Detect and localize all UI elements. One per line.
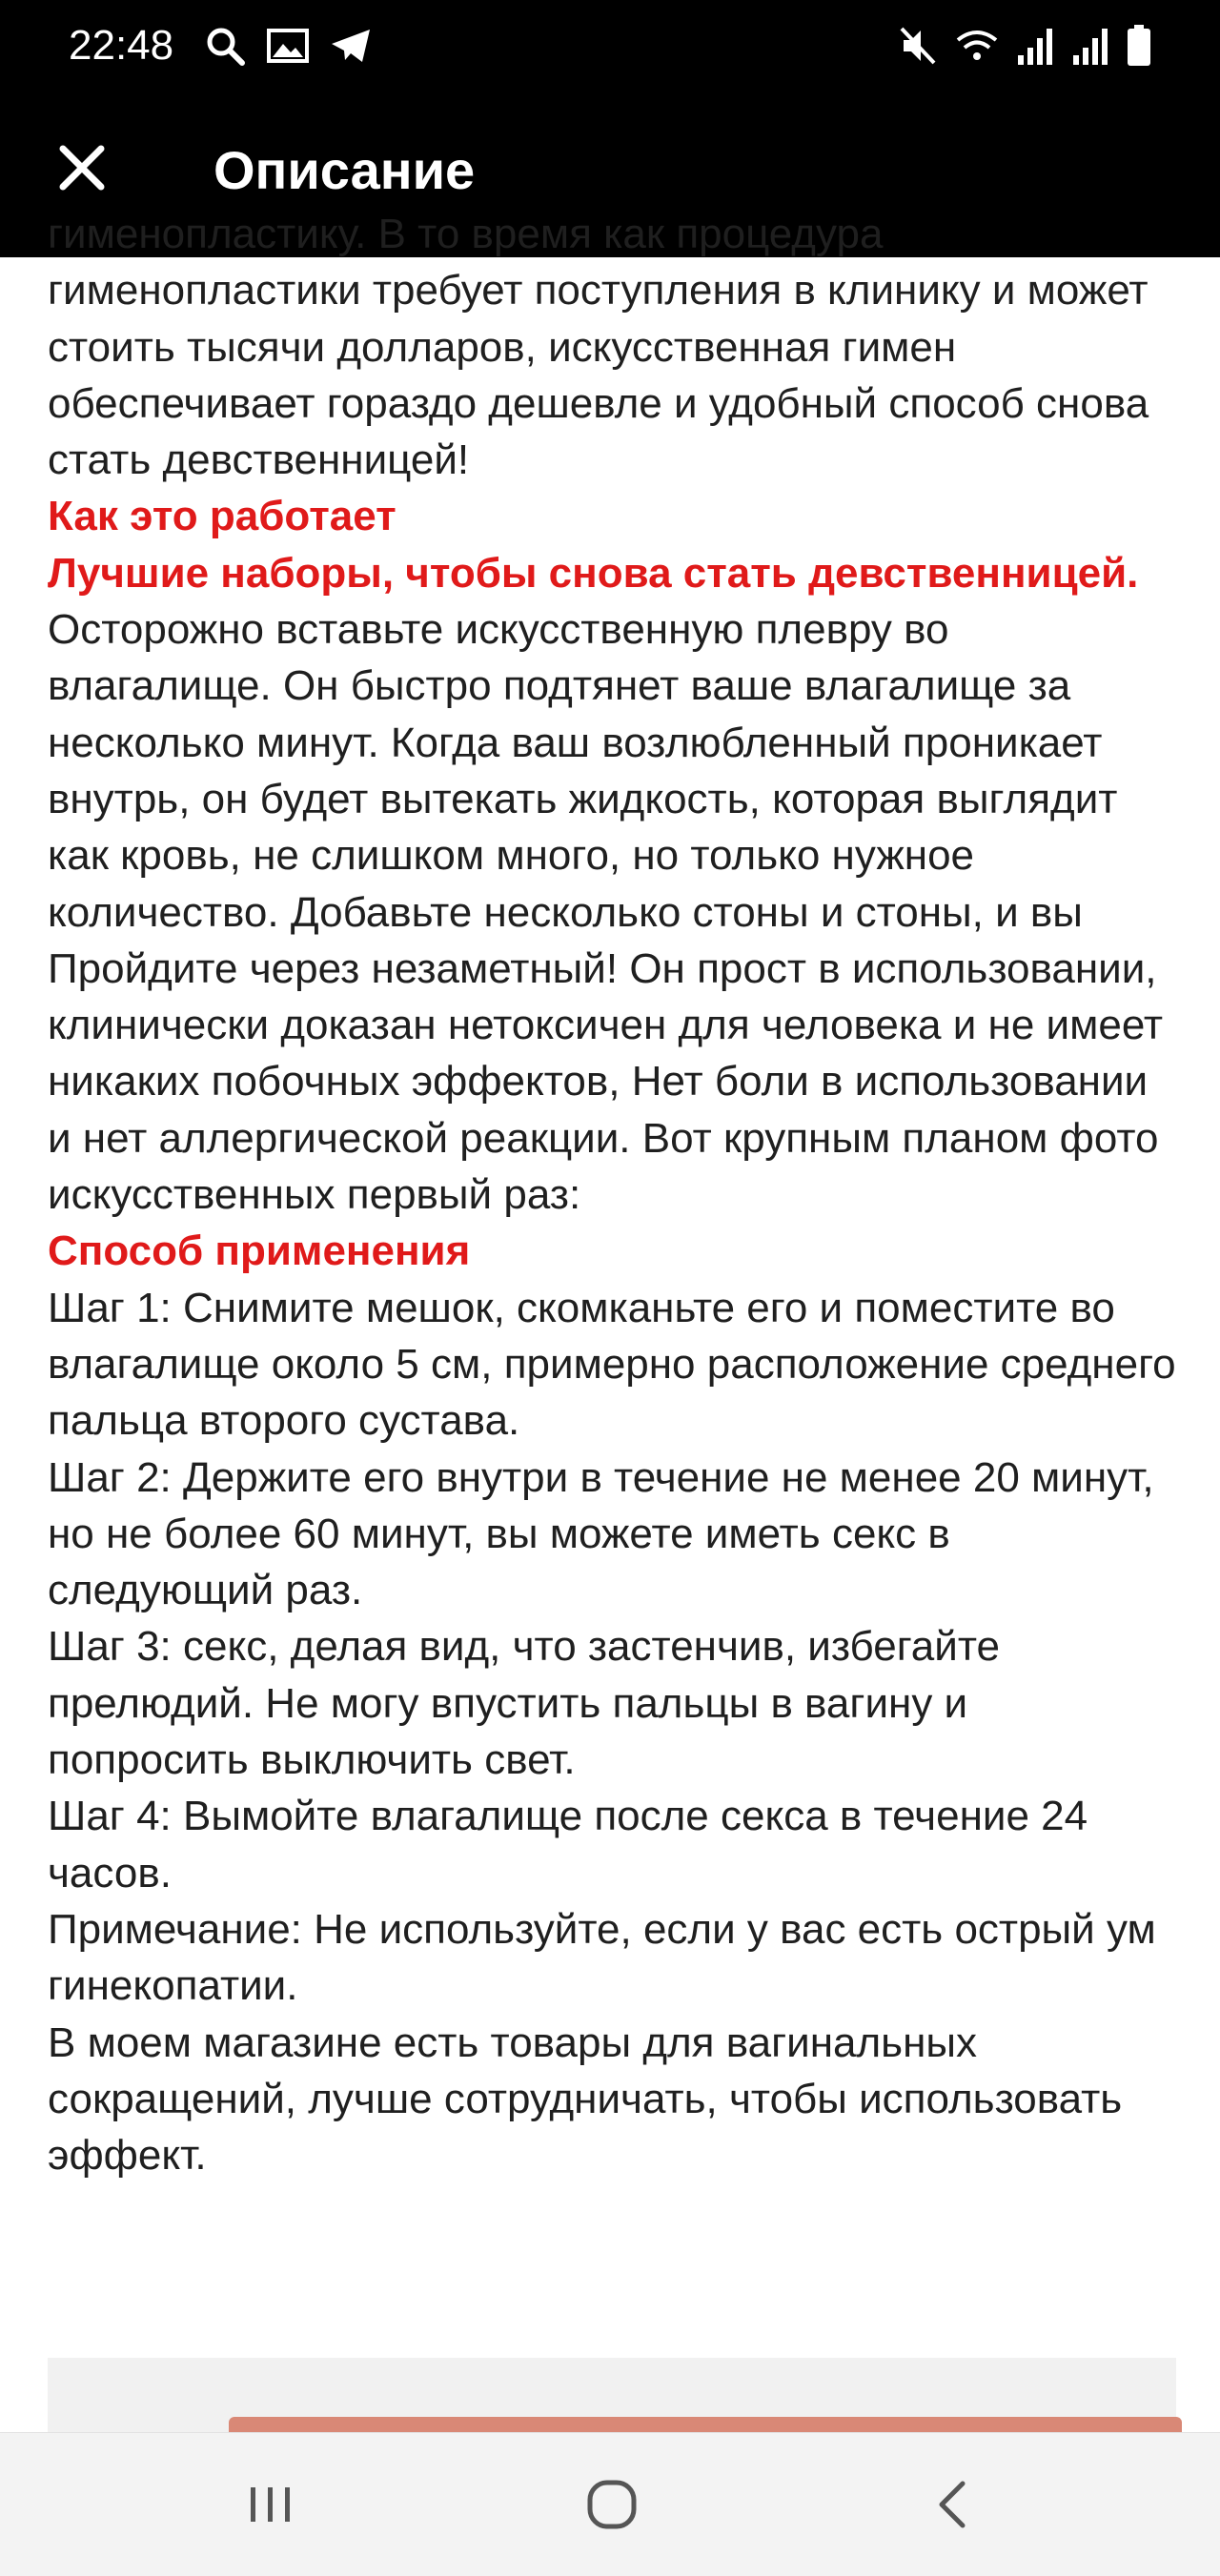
telegram-icon — [330, 27, 372, 65]
home-icon — [574, 2466, 650, 2543]
section-heading: Как это работает — [48, 493, 396, 540]
signal-icon — [1016, 25, 1054, 67]
section-heading: Способ применения — [48, 1227, 471, 1275]
signal-icon — [1071, 25, 1109, 67]
note-paragraph: Примечание: Не используйте, если у вас есть острый ум гинекопатии. — [48, 1905, 1156, 2010]
status-time: 22:48 — [69, 22, 174, 69]
mute-icon — [900, 25, 938, 67]
instruction-step: Шаг 3: секс, делая вид, что застенчив, избегайте прелюдий. Не могу впустить пальцы в вагину и попросить выключить свет. — [48, 1623, 1000, 1784]
page-title: Описание — [214, 140, 476, 200]
recent-apps-icon — [233, 2466, 309, 2543]
battery-icon — [1127, 25, 1151, 67]
recent-apps-button[interactable] — [233, 2466, 309, 2543]
store-note-paragraph: В моем магазине есть товары для вагинальных сокращений, лучше сотрудничать, чтобы использовать эффект. — [48, 2018, 1123, 2180]
search-icon — [204, 25, 246, 67]
status-left-icons — [204, 23, 372, 69]
navigation-bar — [0, 2432, 1220, 2576]
status-right-icons — [900, 23, 1151, 69]
instruction-step: Шаг 4: Вымойте влагалище после секса в течение 24 часов. — [48, 1793, 1088, 1897]
section-heading: Лучшие наборы, чтобы снова стать девственницей. — [48, 549, 1139, 597]
instruction-step: Шаг 1: Снимите мешок, скомканьте его и поместите во влагалище около 5 см, примерно расположение среднего пальца второго сустава. — [48, 1284, 1176, 1445]
status-bar — [0, 0, 1220, 91]
close-icon — [48, 133, 116, 202]
close-button[interactable] — [48, 133, 116, 202]
instruction-step: Шаг 2: Держите его внутри в течение не менее 20 минут, но не более 60 минут, вы можете иметь секс в следующий раз. — [48, 1453, 1154, 1614]
description-scroll-area[interactable] — [0, 211, 1220, 2432]
back-icon — [915, 2466, 991, 2543]
description-paragraph: гименопластику. В то время как процедура гименопластики требует поступления в клинику и может стоить тысячи долларов, искусственная гимен обеспечивает гораздо дешевле и удобный способ снова стать девственницей! — [48, 211, 1149, 484]
description-text — [48, 206, 1176, 2183]
back-button[interactable] — [915, 2466, 991, 2543]
image-icon — [267, 27, 309, 65]
home-button[interactable] — [574, 2466, 650, 2543]
wifi-icon — [955, 25, 999, 67]
description-paragraph: Осторожно вставьте искусственную плевру во влагалище. Он быстро подтянет ваше влагалище за несколько минут. Когда ваш возлюбленный проникает внутрь, он будет вытекать жидкость, которая выглядит как кровь, не слишком много, но только нужное количество. Добавьте несколько стоны и стоны, и вы Пройдите через незаметный! Он прост в использовании, клинически доказан нетоксичен для человека и не имеет никаких побочных эффектов, Нет боли в использовании и нет аллергической реакции. Вот крупным планом фото искусственных первый раз: — [48, 606, 1163, 1219]
